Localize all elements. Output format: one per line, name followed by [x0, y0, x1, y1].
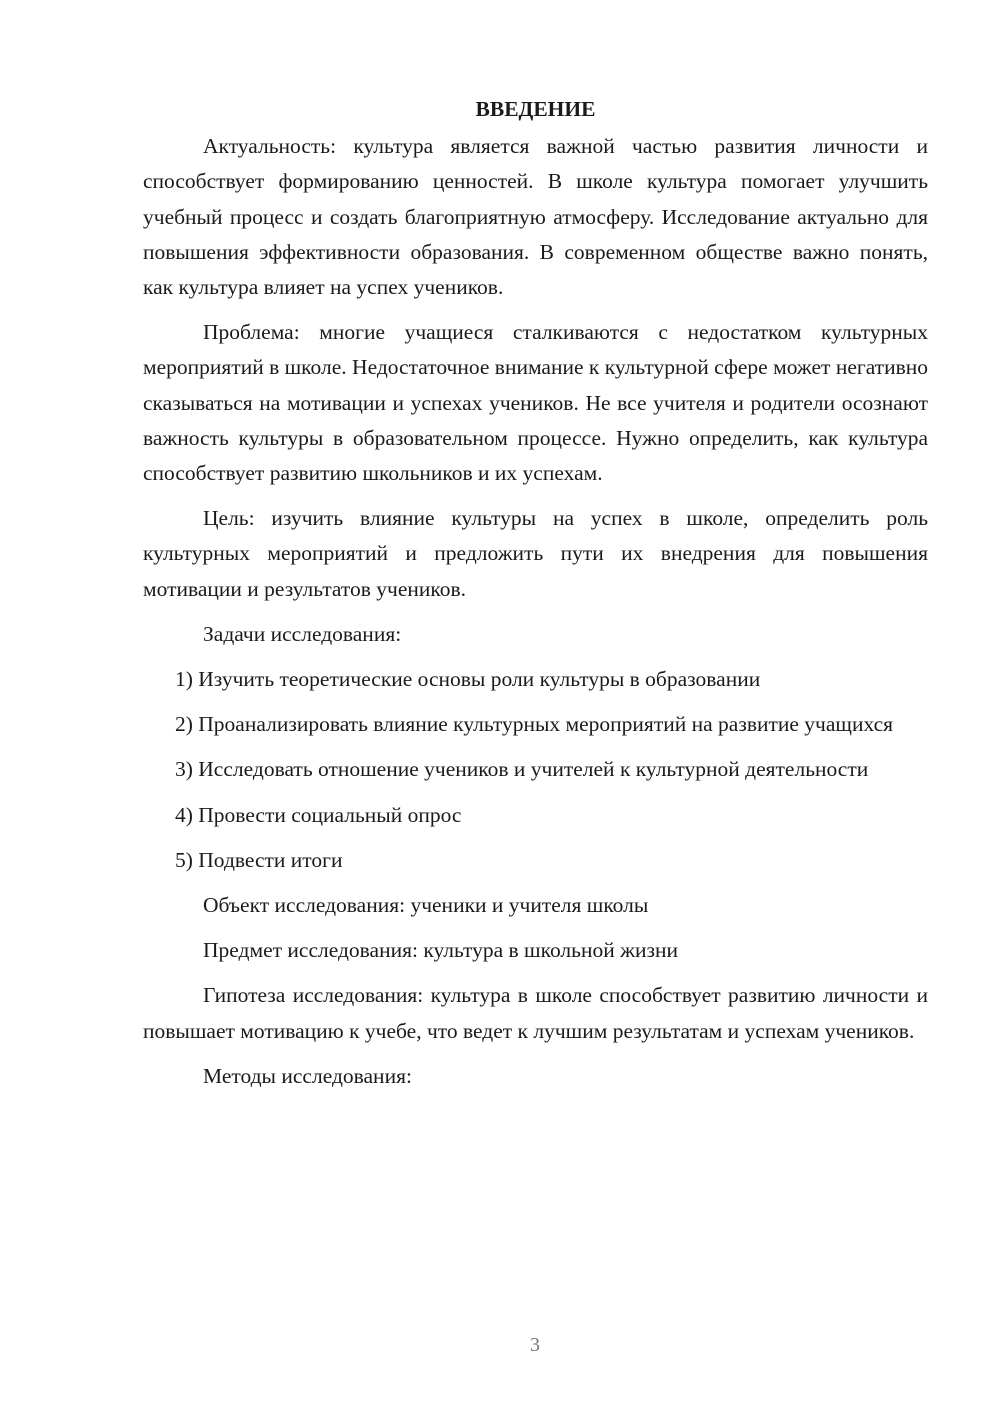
page-number: 3: [530, 1334, 540, 1356]
subject-paragraph: Предмет исследования: культура в школьной жизни: [203, 938, 678, 963]
task-item: 1) Изучить теоретические основы роли культуры в образовании: [175, 667, 761, 692]
goal-paragraph: Цель: изучить влияние культуры на успех в школе, определить роль культурных мероприятий и предложить пути их внедрения для повышения мотивации и результатов учеников.: [143, 506, 928, 601]
object-paragraph: Объект исследования: ученики и учителя школы: [203, 893, 649, 918]
methods-heading: Методы исследования:: [203, 1063, 412, 1088]
task-item: 5) Подвести итоги: [175, 847, 343, 872]
tasks-heading: Задачи исследования:: [203, 621, 402, 646]
task-item: 2) Проанализировать влияние культурных мероприятий на развитие учащихся: [175, 712, 894, 737]
document-page: [143, 92, 928, 1104]
hypothesis-paragraph: Гипотеза исследования: культура в школе способствует развитию личности и повышает мотивацию к учебе, что ведет к лучшим результатам и успехам учеников.: [143, 983, 928, 1043]
relevance-paragraph: Актуальность: культура является важной частью развития личности и способствует формированию ценностей. В школе культура помогает улучшить учебный процесс и создать благоприятную атмосферу. Исследование актуально для повышения эффективности образования. В современном обществе важно понять, как культура влияет на успех учеников.: [143, 134, 928, 300]
section-title: ВВЕДЕНИЕ: [475, 97, 596, 121]
task-item: 4) Провести социальный опрос: [175, 802, 462, 827]
task-item: 3) Исследовать отношение учеников и учителей к культурной деятельности: [175, 757, 869, 782]
problem-paragraph: Проблема: многие учащиеся сталкиваются с недостатком культурных мероприятий в школе. Недостаточное внимание к культурной сфере может негативно сказываться на мотивации и успехах учеников. Не все учителя и родители осознают важность культуры в образовательном процессе. Нужно определить, как культура способствует развитию школьников и их успехам.: [143, 320, 928, 486]
